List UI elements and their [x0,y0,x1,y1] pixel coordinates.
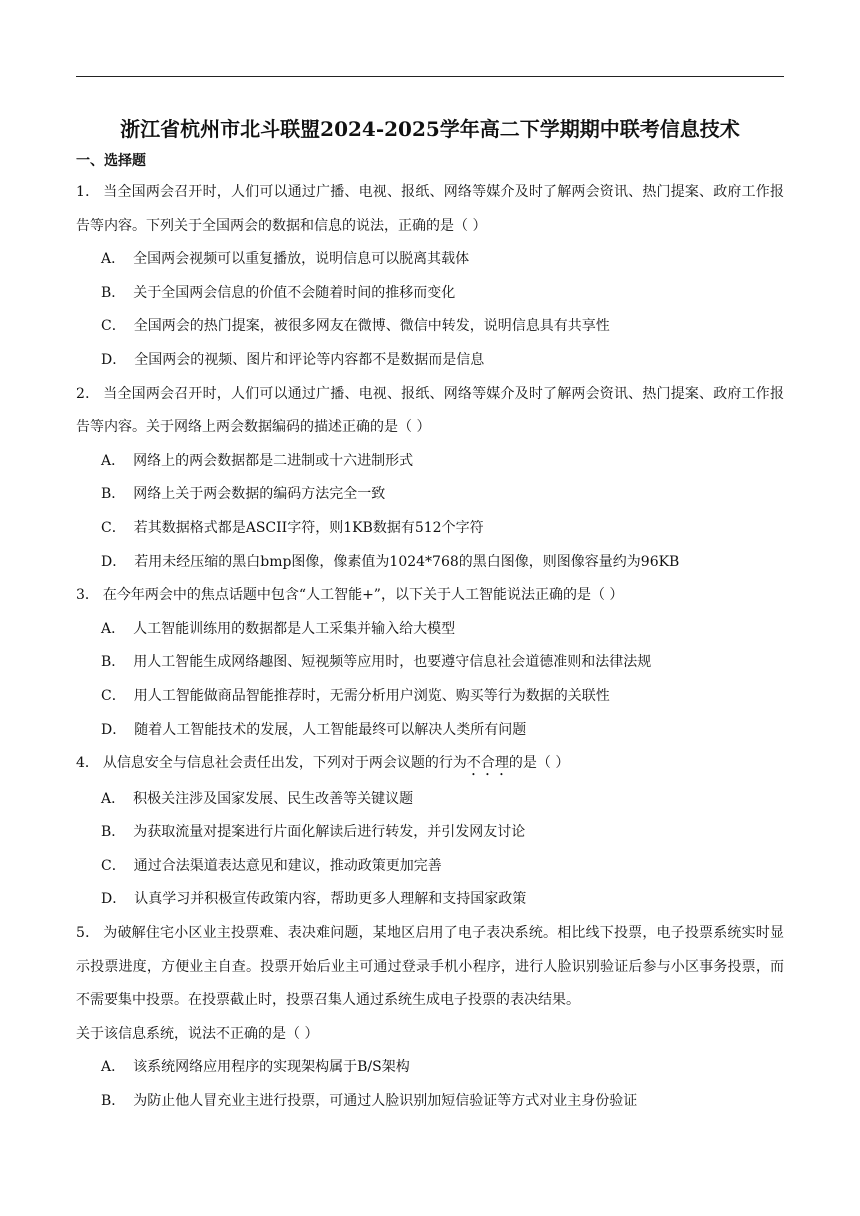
question-stem [76,579,784,613]
option-letter: B． [101,486,126,503]
question-text: 为破解住宅小区业主投票难、表决难问题，某地区启用了电子表决系统。相比线下投票，电子投票系统实时显示投票进度，方便业主自查。投票开始后业主可通过登录手机小程序，进行人脸识别验证后参与小区事务投票，而不需要集中投票。在投票截止时，投票召集人通过系统生成电子投票的表决结果。 [76,925,784,1009]
option-text: 全国两会的热门提案，被很多网友在微博、微信中转发，说明信息具有共享性 [133,318,610,335]
option-text: 用人工智能生成网络趣图、短视频等应用时，也要遵守信息社会道德准则和法律法规 [133,654,652,671]
option-c [76,310,784,344]
option-letter: D． [101,553,127,570]
option-text: 通过合法渠道表达意见和建议，推动政策更加完善 [133,857,442,874]
header-rule [76,76,784,77]
option-b [76,478,784,512]
option-text: 用人工智能做商品智能推荐时，无需分析用户浏览、购买等行为数据的关联性 [133,687,610,704]
question-text: 从信息安全与信息社会责任出发，下列对于两会议题的行为 [102,755,467,772]
option-letter: C． [101,519,126,536]
question-5 [76,917,784,1119]
option-letter: B． [101,824,126,841]
question-number: 3． [76,587,99,604]
question-stem [76,176,784,243]
question-number: 1． [76,184,100,200]
question-2 [76,378,784,580]
option-letter: B． [101,284,126,301]
option-letter: D． [101,351,127,368]
question-number: 5． [76,925,100,942]
question-number: 2． [76,385,100,402]
option-d [76,344,784,378]
question-stem [76,378,784,445]
question-stem [76,747,784,781]
option-letter: C． [101,318,126,335]
option-d [76,883,784,917]
option-c [76,850,784,884]
emphasized-text: 不合理 [466,755,509,772]
option-d [76,714,784,748]
option-text: 关于全国两会信息的价值不会随着时间的推移而变化 [133,284,456,301]
option-text: 若其数据格式都是ASCII字符，则1KB数据有512个字符 [133,519,484,536]
option-letter: C． [101,857,126,874]
question-number: 4． [76,755,99,772]
option-text: 为防止他人冒充业主进行投票，可通过人脸识别加短信验证等方式对业主身份验证 [133,1093,638,1110]
option-b [76,646,784,680]
option-text: 网络上关于两会数据的编码方法完全一致 [133,486,386,503]
option-b [76,277,784,311]
question-prompt: 关于该信息系统，说法不正确的是（ ） [76,1025,319,1042]
option-letter: A． [101,1059,126,1076]
option-a [76,1051,784,1085]
option-text: 为获取流量对提案进行片面化解读后进行转发，并引发网友讨论 [133,824,526,841]
option-a [76,243,784,277]
question-text: 当全国两会召开时，人们可以通过广播、电视、报纸、网络等媒介及时了解两会资讯、热门提案、政府工作报告等内容。下列关于全国两会的数据和信息的说法，正确的是（ ） [76,184,784,234]
option-text: 随着人工智能技术的发展，人工智能最终可以解决人类所有问题 [134,721,527,738]
option-letter: A． [101,790,126,807]
option-letter: A． [101,620,126,637]
option-letter: A． [101,452,126,469]
document-title: 浙江省杭州市北斗联盟2024-2025学年高二下学期期中联考信息技术 [120,117,740,141]
option-text: 若用未经压缩的黑白bmp图像，像素值为1024*768的黑白图像，则图像容量约为96KB [134,553,680,570]
question-stem [76,917,784,1018]
option-c [76,680,784,714]
option-text: 认真学习并积极宣传政策内容，帮助更多人理解和支持国家政策 [134,891,527,908]
option-letter: D． [101,891,127,908]
option-text: 积极关注涉及国家发展、民生改善等关键议题 [133,790,414,807]
option-letter: A． [101,251,126,268]
question-text: 当全国两会召开时，人们可以通过广播、电视、报纸、网络等媒介及时了解两会资讯、热门提案、政府工作报告等内容。关于网络上两会数据编码的描述正确的是（ ） [76,385,784,436]
option-letter: B． [101,654,126,671]
question-4 [76,747,784,917]
option-a [76,613,784,647]
question-3 [76,579,784,747]
option-a [76,445,784,479]
question-text-end: 的是（ ） [508,755,570,772]
section-heading: 一、选择题 [76,153,146,169]
question-list [76,176,784,1119]
option-letter: C． [101,687,126,704]
option-b [76,816,784,850]
option-text: 网络上的两会数据都是二进制或十六进制形式 [133,452,414,469]
option-text: 全国两会的视频、图片和评论等内容都不是数据而是信息 [134,351,485,368]
option-letter: D． [101,721,127,738]
option-a [76,783,784,817]
option-text: 该系统网络应用程序的实现架构属于B/S架构 [133,1059,410,1076]
option-letter: B． [101,1093,126,1110]
option-text: 人工智能训练用的数据都是人工采集并输入给大模型 [133,620,456,637]
option-d [76,546,784,580]
option-c [76,512,784,546]
question-1 [76,176,784,378]
question-text: 在今年两会中的焦点话题中包含“人工智能+”，以下关于人工智能说法正确的是（ ） [102,587,624,604]
option-text: 全国两会视频可以重复播放，说明信息可以脱离其载体 [133,251,470,268]
option-b [76,1085,784,1119]
